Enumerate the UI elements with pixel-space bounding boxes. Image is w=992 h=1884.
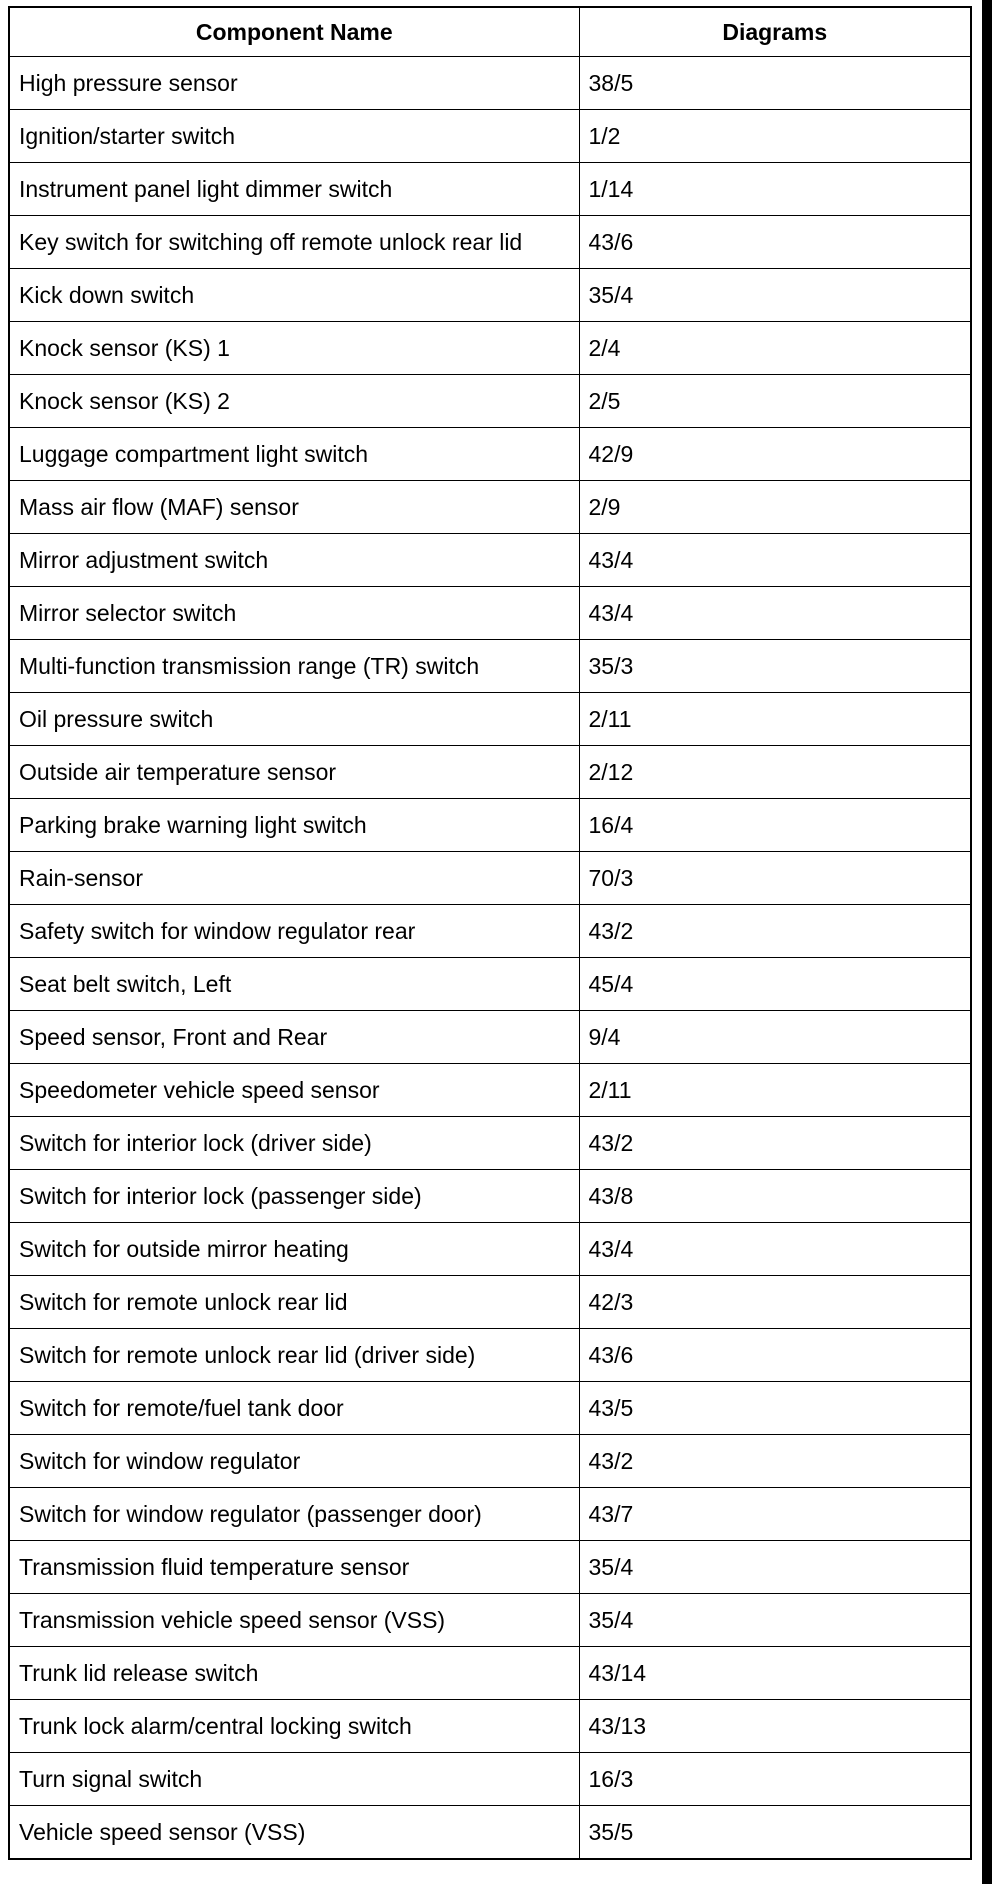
diagram-ref-cell: 42/9 [579, 428, 971, 481]
table-row [9, 1806, 971, 1860]
component-name-cell: Multi-function transmission range (TR) switch [9, 640, 579, 693]
component-name-cell: Vehicle speed sensor (VSS) [9, 1806, 579, 1860]
table-row [9, 375, 971, 428]
diagram-ref-cell: 2/12 [579, 746, 971, 799]
diagram-ref-cell: 43/14 [579, 1647, 971, 1700]
diagram-ref-cell: 38/5 [579, 57, 971, 110]
component-name-cell: Switch for remote unlock rear lid (driver side) [9, 1329, 579, 1382]
header-diagrams: Diagrams [579, 7, 971, 57]
table-header [9, 7, 971, 57]
table-row [9, 852, 971, 905]
component-name-cell: Oil pressure switch [9, 693, 579, 746]
diagram-ref-cell: 35/3 [579, 640, 971, 693]
table-row [9, 1488, 971, 1541]
table-row [9, 1064, 971, 1117]
diagram-ref-cell: 43/13 [579, 1700, 971, 1753]
diagram-ref-cell: 2/5 [579, 375, 971, 428]
diagram-ref-cell: 43/4 [579, 1223, 971, 1276]
table-row [9, 1011, 971, 1064]
table-row [9, 1753, 971, 1806]
table-row [9, 1594, 971, 1647]
component-name-cell: Key switch for switching off remote unlock rear lid [9, 216, 579, 269]
diagram-ref-cell: 70/3 [579, 852, 971, 905]
component-name-cell: High pressure sensor [9, 57, 579, 110]
diagram-ref-cell: 42/3 [579, 1276, 971, 1329]
component-name-cell: Switch for window regulator (passenger door) [9, 1488, 579, 1541]
diagram-ref-cell: 35/4 [579, 1594, 971, 1647]
table-row [9, 958, 971, 1011]
component-name-cell: Seat belt switch, Left [9, 958, 579, 1011]
diagram-ref-cell: 43/6 [579, 216, 971, 269]
table-body [9, 57, 971, 1860]
component-name-cell: Mirror selector switch [9, 587, 579, 640]
table-row [9, 1276, 971, 1329]
table-row [9, 693, 971, 746]
component-name-cell: Safety switch for window regulator rear [9, 905, 579, 958]
diagram-ref-cell: 16/4 [579, 799, 971, 852]
component-name-cell: Luggage compartment light switch [9, 428, 579, 481]
table-row [9, 110, 971, 163]
diagram-ref-cell: 2/11 [579, 1064, 971, 1117]
diagram-ref-cell: 9/4 [579, 1011, 971, 1064]
table-row [9, 746, 971, 799]
component-name-cell: Transmission fluid temperature sensor [9, 1541, 579, 1594]
table-row [9, 1223, 971, 1276]
component-name-cell: Switch for remote unlock rear lid [9, 1276, 579, 1329]
header-row [9, 7, 971, 57]
table-row [9, 163, 971, 216]
diagram-ref-cell: 43/4 [579, 534, 971, 587]
page-edge-bar [982, 0, 992, 1884]
diagram-ref-cell: 43/2 [579, 1117, 971, 1170]
table-row [9, 534, 971, 587]
table-row [9, 216, 971, 269]
component-name-cell: Kick down switch [9, 269, 579, 322]
component-name-cell: Switch for interior lock (driver side) [9, 1117, 579, 1170]
component-name-cell: Knock sensor (KS) 2 [9, 375, 579, 428]
component-name-cell: Speedometer vehicle speed sensor [9, 1064, 579, 1117]
diagram-ref-cell: 16/3 [579, 1753, 971, 1806]
header-component-name: Component Name [9, 7, 579, 57]
table-row [9, 640, 971, 693]
component-name-cell: Switch for remote/fuel tank door [9, 1382, 579, 1435]
table-row [9, 1117, 971, 1170]
component-name-cell: Trunk lid release switch [9, 1647, 579, 1700]
component-name-cell: Ignition/starter switch [9, 110, 579, 163]
component-name-cell: Parking brake warning light switch [9, 799, 579, 852]
component-name-cell: Rain-sensor [9, 852, 579, 905]
component-diagram-table [8, 6, 972, 1860]
table-row [9, 1382, 971, 1435]
diagram-ref-cell: 43/8 [579, 1170, 971, 1223]
table-row [9, 1435, 971, 1488]
table-row [9, 1329, 971, 1382]
table-row [9, 57, 971, 110]
diagram-ref-cell: 43/6 [579, 1329, 971, 1382]
table-row [9, 428, 971, 481]
diagram-ref-cell: 2/4 [579, 322, 971, 375]
diagram-ref-cell: 35/5 [579, 1806, 971, 1860]
component-name-cell: Transmission vehicle speed sensor (VSS) [9, 1594, 579, 1647]
table-row [9, 1541, 971, 1594]
table-row [9, 587, 971, 640]
diagram-ref-cell: 1/14 [579, 163, 971, 216]
table-row [9, 322, 971, 375]
diagram-ref-cell: 35/4 [579, 269, 971, 322]
table-row [9, 905, 971, 958]
table-row [9, 269, 971, 322]
diagram-ref-cell: 1/2 [579, 110, 971, 163]
diagram-ref-cell: 43/4 [579, 587, 971, 640]
component-name-cell: Mass air flow (MAF) sensor [9, 481, 579, 534]
component-name-cell: Speed sensor, Front and Rear [9, 1011, 579, 1064]
diagram-ref-cell: 43/7 [579, 1488, 971, 1541]
component-name-cell: Knock sensor (KS) 1 [9, 322, 579, 375]
component-name-cell: Instrument panel light dimmer switch [9, 163, 579, 216]
component-name-cell: Switch for window regulator [9, 1435, 579, 1488]
component-name-cell: Turn signal switch [9, 1753, 579, 1806]
table-row [9, 1647, 971, 1700]
table-row [9, 1170, 971, 1223]
diagram-ref-cell: 43/5 [579, 1382, 971, 1435]
component-name-cell: Mirror adjustment switch [9, 534, 579, 587]
component-name-cell: Outside air temperature sensor [9, 746, 579, 799]
diagram-ref-cell: 43/2 [579, 1435, 971, 1488]
diagram-ref-cell: 2/9 [579, 481, 971, 534]
diagram-ref-cell: 2/11 [579, 693, 971, 746]
component-name-cell: Switch for outside mirror heating [9, 1223, 579, 1276]
component-name-cell: Switch for interior lock (passenger side) [9, 1170, 579, 1223]
table-row [9, 1700, 971, 1753]
table-row [9, 481, 971, 534]
diagram-ref-cell: 43/2 [579, 905, 971, 958]
diagram-ref-cell: 45/4 [579, 958, 971, 1011]
table-row [9, 799, 971, 852]
diagram-ref-cell: 35/4 [579, 1541, 971, 1594]
component-name-cell: Trunk lock alarm/central locking switch [9, 1700, 579, 1753]
